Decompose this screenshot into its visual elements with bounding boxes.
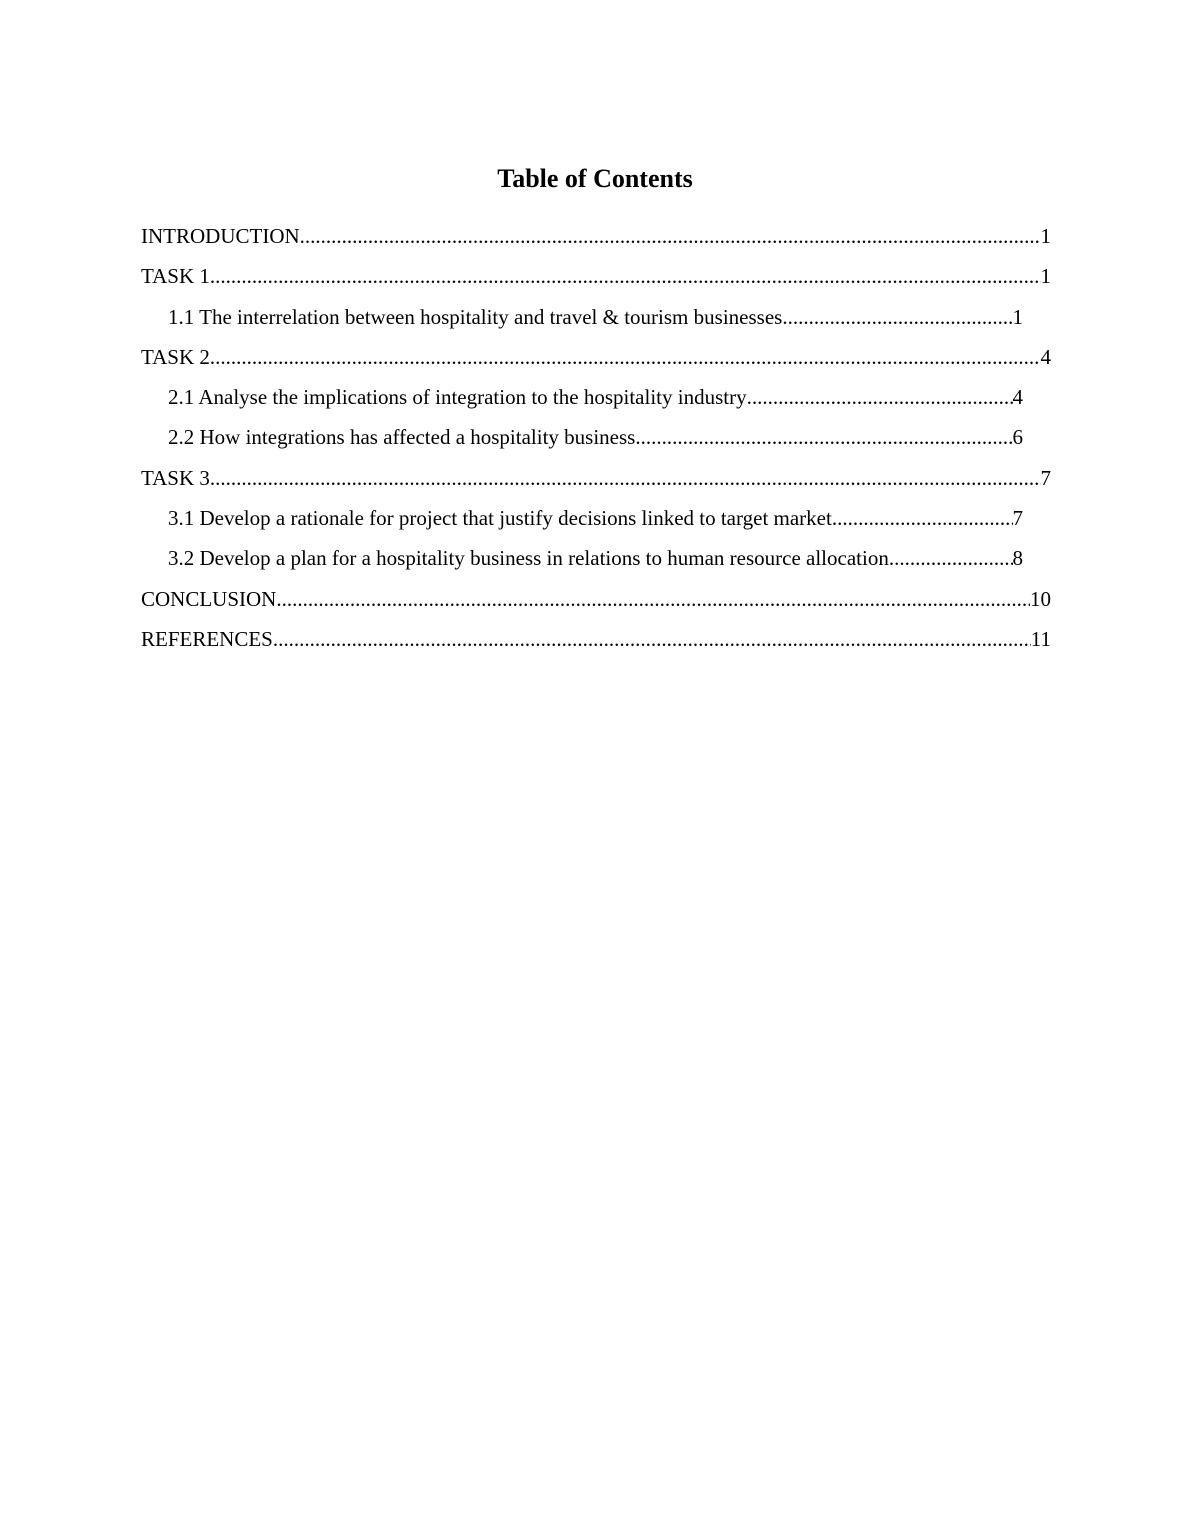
toc-entry-references[interactable] xyxy=(141,623,1051,663)
toc-entry-text: 1.1 The interrelation between hospitality and travel & tourism businesses xyxy=(168,304,783,329)
toc-entry-text: TASK 2 xyxy=(141,344,210,369)
dot-leader xyxy=(889,542,1013,574)
dot-leader xyxy=(832,502,1013,534)
toc-entry-introduction[interactable] xyxy=(141,220,1051,260)
toc-page-number: 7 xyxy=(1040,465,1051,490)
toc-entry-text: TASK 3 xyxy=(141,465,210,490)
toc-entry-2-2[interactable] xyxy=(141,421,1051,461)
dot-leader xyxy=(210,341,1041,373)
toc-entry-task-3[interactable] xyxy=(141,462,1051,502)
toc-page-number: 1 xyxy=(1012,304,1023,329)
toc-entry-text: INTRODUCTION xyxy=(141,224,300,248)
dot-leader xyxy=(300,220,1041,252)
toc-entry-3-2[interactable] xyxy=(141,542,1051,582)
toc-entry-1-1[interactable] xyxy=(141,301,1051,341)
toc-entry-2-1[interactable] xyxy=(141,381,1051,421)
toc-entry-3-1[interactable] xyxy=(141,502,1051,542)
dot-leader xyxy=(273,623,1031,655)
toc-title: Table of Contents xyxy=(497,164,693,193)
toc-page-number: 7 xyxy=(1012,506,1023,531)
toc-entry-text: REFERENCES xyxy=(141,626,273,651)
dot-leader xyxy=(635,421,1012,453)
toc-page-number: 10 xyxy=(1030,586,1051,611)
dot-leader xyxy=(210,462,1041,494)
toc-page-number: 4 xyxy=(1040,344,1051,369)
toc-entry-task-1[interactable] xyxy=(141,260,1051,300)
toc-entry-text: TASK 1 xyxy=(141,264,210,289)
toc-entry-text: 3.2 Develop a plan for a hospitality business in relations to human resource allocation xyxy=(168,546,889,571)
toc-page-number: 11 xyxy=(1030,626,1051,651)
toc-entry-text: 2.1 Analyse the implications of integration to the hospitality industry xyxy=(168,385,747,410)
toc-page-number: 1 xyxy=(1040,264,1051,289)
toc-page-number: 4 xyxy=(1012,385,1023,410)
dot-leader xyxy=(210,260,1041,292)
dot-leader xyxy=(782,301,1012,333)
toc-entry-text: 3.1 Develop a rationale for project that justify decisions linked to target market xyxy=(168,506,832,531)
toc-entry-text: 2.2 How integrations has affected a hospitality business xyxy=(168,425,636,450)
dot-leader xyxy=(747,381,1013,413)
toc-entry-conclusion[interactable] xyxy=(141,583,1051,623)
toc-page-number: 8 xyxy=(1012,546,1023,571)
toc-page-number: 6 xyxy=(1012,425,1023,450)
toc-entry-text: CONCLUSION xyxy=(141,586,277,611)
toc-page-number: 1 xyxy=(1040,224,1051,248)
dot-leader xyxy=(276,583,1030,615)
table-of-contents xyxy=(141,220,1051,663)
toc-entry-task-2[interactable] xyxy=(141,341,1051,381)
